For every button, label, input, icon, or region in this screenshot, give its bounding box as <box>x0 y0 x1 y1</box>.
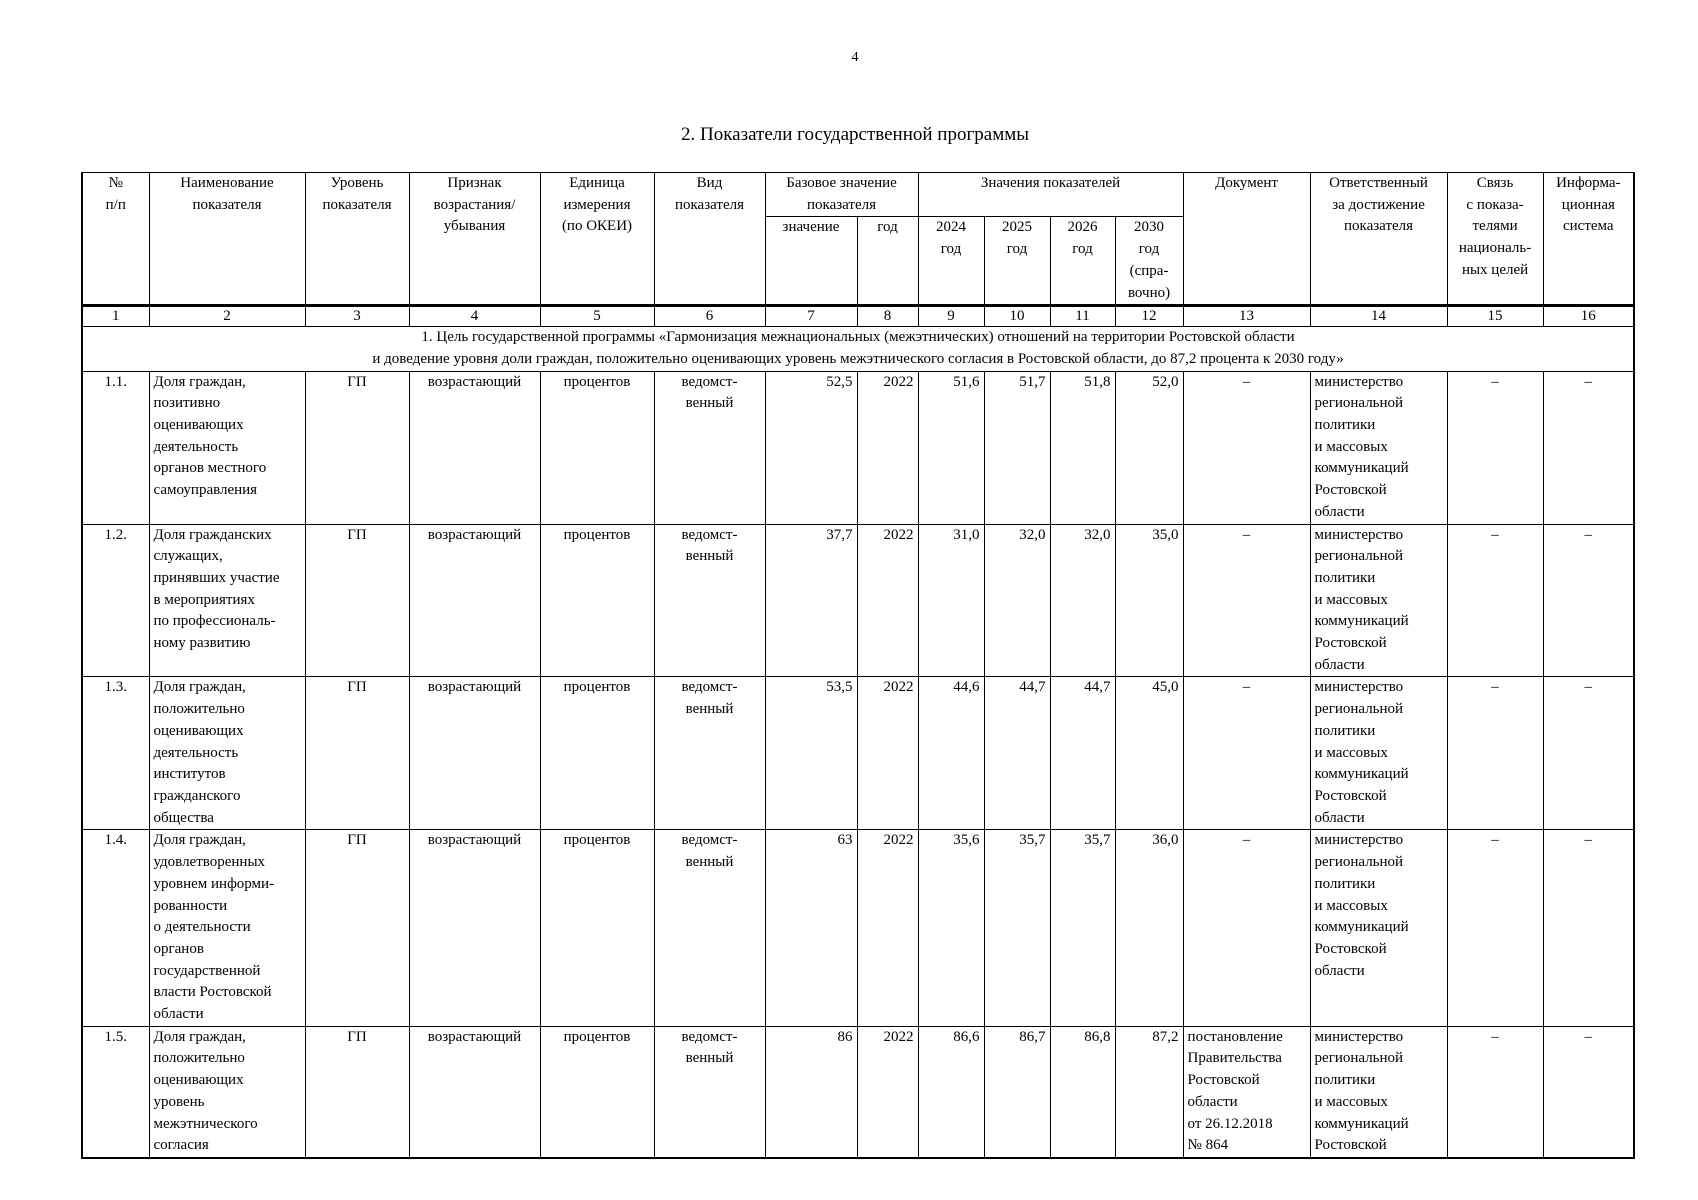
column-number: 9 <box>918 306 984 327</box>
header-kind: Вид показателя <box>654 173 765 306</box>
header-link: Связь с показа- телями националь- ных целей <box>1447 173 1543 306</box>
value-2030: 87,2 <box>1115 1026 1183 1158</box>
indicator-level: ГП <box>305 677 409 830</box>
column-number: 6 <box>654 306 765 327</box>
value-2026: 51,8 <box>1050 371 1115 524</box>
base-value: 53,5 <box>765 677 857 830</box>
indicator-name: Доля граждан, удовлетворенных уровнем информи- рованности о деятельности органов государственной власти Ростовской области <box>149 830 305 1026</box>
value-2026: 44,7 <box>1050 677 1115 830</box>
row-number: 1.5. <box>82 1026 149 1158</box>
national-goals-link: – <box>1447 1026 1543 1158</box>
column-number: 1 <box>82 306 149 327</box>
table-row <box>82 830 1634 1026</box>
national-goals-link: – <box>1447 371 1543 524</box>
indicator-kind: ведомст- венный <box>654 1026 765 1158</box>
indicator-level: ГП <box>305 371 409 524</box>
header-2030: 2030 год (спра- вочно) <box>1115 217 1183 306</box>
indicator-unit: процентов <box>540 1026 654 1158</box>
responsible: министерство региональной политики и массовых коммуникаций Ростовской области <box>1310 830 1447 1026</box>
information-system: – <box>1543 371 1634 524</box>
value-2025: 51,7 <box>984 371 1050 524</box>
value-2024: 31,0 <box>918 524 984 677</box>
value-2024: 44,6 <box>918 677 984 830</box>
column-number: 4 <box>409 306 540 327</box>
indicator-unit: процентов <box>540 371 654 524</box>
column-number: 3 <box>305 306 409 327</box>
row-number: 1.1. <box>82 371 149 524</box>
base-value: 86 <box>765 1026 857 1158</box>
column-number: 5 <box>540 306 654 327</box>
column-number: 8 <box>857 306 918 327</box>
column-number: 13 <box>1183 306 1310 327</box>
column-number: 11 <box>1050 306 1115 327</box>
section-title: 2. Показатели государственной программы <box>680 124 1030 145</box>
responsible: министерство региональной политики и массовых коммуникаций Ростовской <box>1310 1026 1447 1158</box>
indicator-name: Доля гражданских служащих, принявших участие в мероприятиях по профессиональ- ному развитию <box>149 524 305 677</box>
value-2025: 35,7 <box>984 830 1050 1026</box>
header-2024: 2024 год <box>918 217 984 306</box>
header-base-value: значение <box>765 217 857 306</box>
responsible: министерство региональной политики и массовых коммуникаций Ростовской области <box>1310 524 1447 677</box>
indicator-document: постановление Правительства Ростовской области от 26.12.2018 № 864 <box>1183 1026 1310 1158</box>
indicator-name: Доля граждан, положительно оценивающих деятельность институтов гражданского общества <box>149 677 305 830</box>
column-number: 7 <box>765 306 857 327</box>
indicator-unit: процентов <box>540 677 654 830</box>
base-value: 37,7 <box>765 524 857 677</box>
header-unit: Единица измерения (по ОКЕИ) <box>540 173 654 306</box>
value-2030: 36,0 <box>1115 830 1183 1026</box>
table-header <box>82 173 1634 306</box>
indicator-kind: ведомст- венный <box>654 677 765 830</box>
indicator-level: ГП <box>305 830 409 1026</box>
header-info: Информа- ционная система <box>1543 173 1634 306</box>
indicator-document: – <box>1183 830 1310 1026</box>
information-system: – <box>1543 524 1634 677</box>
national-goals-link: – <box>1447 830 1543 1026</box>
value-2026: 35,7 <box>1050 830 1115 1026</box>
indicator-unit: процентов <box>540 524 654 677</box>
base-value: 52,5 <box>765 371 857 524</box>
row-number: 1.3. <box>82 677 149 830</box>
national-goals-link: – <box>1447 524 1543 677</box>
header-base: Базовое значение показателя <box>765 173 918 217</box>
header-resp: Ответственный за достижение показателя <box>1310 173 1447 306</box>
indicator-kind: ведомст- венный <box>654 830 765 1026</box>
value-2024: 51,6 <box>918 371 984 524</box>
table-body <box>82 306 1634 1158</box>
header-num: № п/п <box>82 173 149 306</box>
column-number: 15 <box>1447 306 1543 327</box>
indicator-document: – <box>1183 524 1310 677</box>
base-value: 63 <box>765 830 857 1026</box>
header-name: Наименование показателя <box>149 173 305 306</box>
information-system: – <box>1543 830 1634 1026</box>
responsible: министерство региональной политики и массовых коммуникаций Ростовской области <box>1310 677 1447 830</box>
goal-row <box>82 327 1634 371</box>
value-2030: 45,0 <box>1115 677 1183 830</box>
information-system: – <box>1543 1026 1634 1158</box>
column-number: 2 <box>149 306 305 327</box>
value-2026: 86,8 <box>1050 1026 1115 1158</box>
value-2025: 32,0 <box>984 524 1050 677</box>
table-row <box>82 524 1634 677</box>
indicator-kind: ведомст- венный <box>654 524 765 677</box>
indicator-name: Доля граждан, положительно оценивающих уровень межэтнического согласия <box>149 1026 305 1158</box>
value-2025: 44,7 <box>984 677 1050 830</box>
base-year: 2022 <box>857 371 918 524</box>
goal-text: 1. Цель государственной программы «Гармонизация межнациональных (межэтнических) отношений на территории Ростовской области и доведение уровня доли граждан, положительно оценивающих уровень межэтнического согласия в Ростовской области, до 87,2 процента к 2030 году» <box>82 327 1634 371</box>
header-values: Значения показателей <box>918 173 1183 217</box>
information-system: – <box>1543 677 1634 830</box>
indicator-trend: возрастающий <box>409 371 540 524</box>
indicator-unit: процентов <box>540 830 654 1026</box>
value-2030: 52,0 <box>1115 371 1183 524</box>
header-doc: Документ <box>1183 173 1310 306</box>
header-level: Уровень показателя <box>305 173 409 306</box>
column-number: 14 <box>1310 306 1447 327</box>
header-trend: Признак возрастания/ убывания <box>409 173 540 306</box>
indicator-document: – <box>1183 371 1310 524</box>
page-number: 4 <box>851 50 859 65</box>
indicator-trend: возрастающий <box>409 677 540 830</box>
indicator-name: Доля граждан, позитивно оценивающих деятельность органов местного самоуправления <box>149 371 305 524</box>
value-2024: 86,6 <box>918 1026 984 1158</box>
indicator-kind: ведомст- венный <box>654 371 765 524</box>
indicator-trend: возрастающий <box>409 524 540 677</box>
responsible: министерство региональной политики и массовых коммуникаций Ростовской области <box>1310 371 1447 524</box>
table-row <box>82 1026 1634 1158</box>
column-number: 10 <box>984 306 1050 327</box>
base-year: 2022 <box>857 1026 918 1158</box>
column-number: 12 <box>1115 306 1183 327</box>
base-year: 2022 <box>857 677 918 830</box>
table-row <box>82 677 1634 830</box>
indicator-level: ГП <box>305 1026 409 1158</box>
header-2026: 2026 год <box>1050 217 1115 306</box>
table-row <box>82 371 1634 524</box>
indicator-trend: возрастающий <box>409 1026 540 1158</box>
header-base-year: год <box>857 217 918 306</box>
value-2024: 35,6 <box>918 830 984 1026</box>
indicators-table <box>81 172 1635 1159</box>
value-2026: 32,0 <box>1050 524 1115 677</box>
row-number: 1.4. <box>82 830 149 1026</box>
indicator-trend: возрастающий <box>409 830 540 1026</box>
indicator-level: ГП <box>305 524 409 677</box>
column-number: 16 <box>1543 306 1634 327</box>
base-year: 2022 <box>857 524 918 677</box>
indicator-document: – <box>1183 677 1310 830</box>
column-numbers-row <box>82 306 1634 327</box>
row-number: 1.2. <box>82 524 149 677</box>
value-2025: 86,7 <box>984 1026 1050 1158</box>
value-2030: 35,0 <box>1115 524 1183 677</box>
header-2025: 2025 год <box>984 217 1050 306</box>
base-year: 2022 <box>857 830 918 1026</box>
national-goals-link: – <box>1447 677 1543 830</box>
